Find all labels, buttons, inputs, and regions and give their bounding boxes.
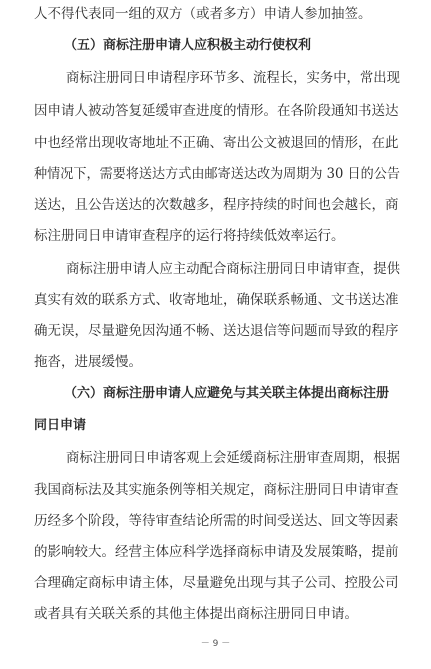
paragraph-line: 合理确定商标申请主体，尽量避免出现与其子公司、控股公司 — [34, 575, 399, 591]
paragraph-line: 拖沓，进展缓慢。 — [34, 354, 142, 370]
paragraph-line: 真实有效的联系方式、收寄地址，确保联系畅通、文书送达准 — [34, 292, 399, 308]
paragraph-line: 的影响较大。经营主体应科学选择商标申请及发展策略，提前 — [34, 544, 399, 560]
page-number: － 9 － — [200, 639, 231, 649]
paragraph-line: 商标注册申请人应主动配合商标注册同日申请审查，提供 — [66, 261, 400, 277]
paragraph-line: 确无误，尽量避免因沟通不畅、送达退信等问题而导致的程序 — [34, 323, 399, 339]
paragraph-line: 商标注册同日申请客观上会延缓商标注册审查周期，根据 — [66, 450, 400, 466]
paragraph-line: 历经多个阶段，等待审查结论所需的时间受送达、回文等因素 — [34, 513, 399, 529]
section-heading-6: （六）商标注册申请人应避免与其关联主体提出商标注册 — [64, 386, 390, 401]
paragraph-line: 或者具有关联关系的其他主体提出商标注册同日申请。 — [34, 606, 358, 622]
paragraph-line: 种情况下，需要将送达方式由邮寄送达改为周期为 30 日的公告 — [34, 166, 400, 182]
section-heading-5: （五）商标注册申请人应积极主动行使权利 — [64, 38, 312, 53]
paragraph-line: 人不得代表同一组的双方（或者多方）申请人参加抽签。 — [34, 6, 372, 22]
paragraph-line: 商标注册同日申请程序环节多、流程长，实务中，常出现 — [66, 70, 400, 86]
paragraph-line: 我国商标法及其实施条例等相关规定，商标注册同日申请审查 — [34, 482, 399, 498]
paragraph-line: 因申请人被动答复延缓审查进度的情形。在各阶段通知书送达 — [34, 103, 399, 119]
paragraph-line: 中也经常出现收寄地址不正确、寄出公文被退回的情形，在此 — [34, 135, 399, 151]
paragraph-line: 标注册同日申请审查程序的运行将持续低效率运行。 — [34, 228, 345, 244]
section-heading-6-continued: 同日申请 — [34, 418, 87, 433]
paragraph-line: 送达，且公告送达的次数越多，程序持续的时间也会越长，商 — [34, 197, 399, 213]
